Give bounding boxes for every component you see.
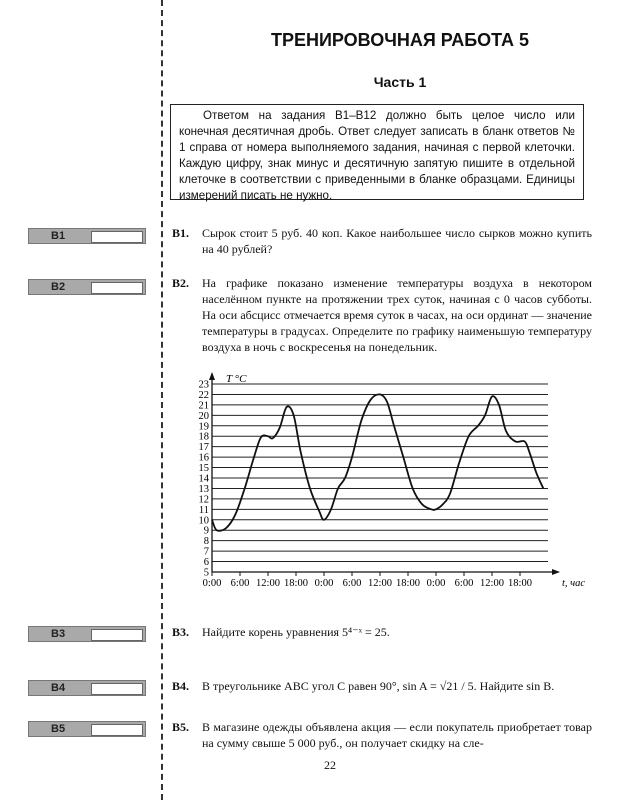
page-number: 22 — [324, 758, 336, 772]
task-b4 — [172, 678, 592, 694]
x-tick-label: 0:00 — [426, 578, 446, 589]
x-tick-label: 12:00 — [480, 578, 504, 589]
task-number: В3. — [172, 625, 190, 639]
y-tick-label: 5 — [203, 567, 209, 579]
answer-box-label: В3 — [51, 628, 66, 640]
task-text: На графике показано изменение температуры воздуха в некотором населённом пункте на протяжении трех суток, начиная с 0 часов субботы. На оси абсцисс отмечается время суток в часах, на оси ординат — значение температуры в градусах. Определите по графику наименьшую температуру воздуха в ночь с воскресенья на понедельник. — [202, 276, 592, 354]
y-tick-label: 6 — [203, 557, 209, 569]
task-b5 — [172, 719, 592, 751]
x-axis-arrow — [552, 569, 560, 575]
x-tick-label: 0:00 — [202, 578, 222, 589]
y-tick-label: 18 — [198, 431, 209, 443]
part-heading: Часть 1 — [373, 74, 427, 90]
answer-field[interactable] — [91, 629, 143, 641]
task-b2 — [172, 275, 592, 355]
cut-line — [161, 0, 163, 800]
y-axis-label: T °C — [226, 373, 247, 385]
y-tick-label: 17 — [198, 442, 209, 454]
y-tick-label: 15 — [198, 463, 209, 475]
chart-svg — [190, 368, 610, 593]
task-text: В треугольнике ABC угол C равен 90°, sin A = √21 / 5. Найдите sin B. — [202, 679, 555, 693]
task-text: Сырок стоит 5 руб. 40 коп. Какое наибольшее число сырков можно купить на 40 рублей? — [202, 226, 592, 256]
task-b3 — [172, 624, 592, 640]
answer-box-b5 — [28, 721, 146, 737]
answer-box-label: В5 — [51, 723, 66, 735]
answer-box-b4 — [28, 680, 146, 696]
task-number: В2. — [172, 276, 190, 290]
y-tick-label: 13 — [198, 483, 209, 495]
task-text: Найдите корень уравнения 5⁴⁻ˣ = 25. — [202, 625, 390, 639]
answer-box-b2 — [28, 279, 146, 295]
answer-box-b3 — [28, 626, 146, 642]
y-tick-label: 8 — [203, 536, 209, 548]
page-title: ТРЕНИРОВОЧНАЯ РАБОТА 5 — [270, 30, 530, 50]
y-tick-label: 16 — [198, 452, 209, 464]
x-tick-label: 12:00 — [368, 578, 392, 589]
y-tick-label: 19 — [198, 421, 209, 433]
x-tick-label: 18:00 — [284, 578, 308, 589]
y-tick-label: 22 — [198, 389, 209, 401]
x-tick-label: 12:00 — [256, 578, 280, 589]
task-text: В магазине одежды объявлена акция — если покупатель приобретает товар на сумму свыше 5 000 руб., он получает скидку на сле- — [202, 720, 592, 750]
answer-field[interactable] — [91, 724, 143, 736]
temperature-chart — [190, 368, 610, 593]
answer-field[interactable] — [91, 231, 143, 243]
y-tick-label: 14 — [198, 473, 209, 485]
task-number: В1. — [172, 226, 190, 240]
answer-field[interactable] — [91, 683, 143, 695]
y-tick-label: 21 — [198, 400, 209, 412]
y-tick-label: 9 — [203, 525, 209, 537]
x-tick-label: 18:00 — [508, 578, 532, 589]
y-tick-label: 12 — [198, 494, 209, 506]
task-number: В5. — [172, 720, 190, 734]
y-axis-arrow — [209, 372, 215, 380]
x-tick-label: 0:00 — [314, 578, 334, 589]
x-tick-label: 18:00 — [396, 578, 420, 589]
answer-box-label: В1 — [51, 230, 66, 242]
answer-box-label: В4 — [51, 682, 66, 694]
answer-box-b1 — [28, 228, 146, 244]
y-tick-label: 7 — [203, 546, 209, 558]
instructions-box: Ответом на задания В1–В12 должно быть целое число или конечная десятичная дробь. Ответ следует записать в бланк ответов № 1 справа от номера выполняемого задания, начиная с первой клеточки. Каждую цифру, знак минус и десятичную запятую пишите в отдельной клеточке в соответствии с приведенными в бланке образцами. Единицы измерений писать не нужно. — [170, 104, 584, 200]
x-tick-label: 6:00 — [454, 578, 474, 589]
task-number: В4. — [172, 679, 190, 693]
x-tick-label: 6:00 — [342, 578, 362, 589]
x-tick-label: 6:00 — [230, 578, 250, 589]
y-tick-label: 20 — [198, 410, 209, 422]
answer-field[interactable] — [91, 282, 143, 294]
answer-box-label: В2 — [51, 281, 66, 293]
x-axis-label: t, час — [562, 578, 586, 589]
y-tick-label: 11 — [198, 504, 209, 516]
y-tick-label: 23 — [198, 379, 209, 391]
y-tick-label: 10 — [198, 515, 209, 527]
task-b1 — [172, 225, 592, 257]
